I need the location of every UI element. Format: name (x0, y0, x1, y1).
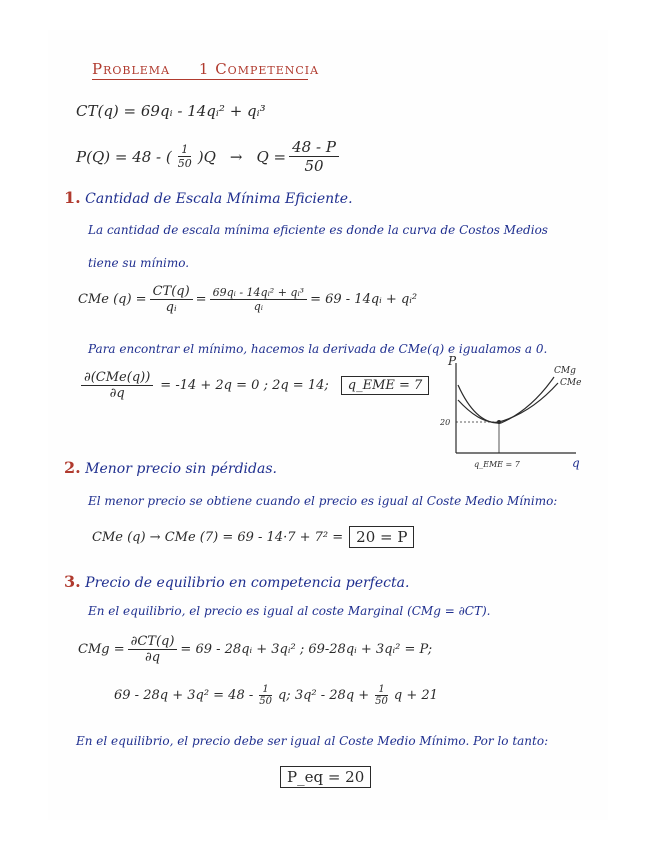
section-1-heading (64, 188, 353, 207)
x-tick-label: q_EME = 7 (474, 460, 520, 469)
demand-left: P(Q) = 48 - ( (76, 147, 172, 166)
q-axis-label: q (572, 456, 580, 470)
q-fraction (289, 138, 339, 175)
min-price-box: 20 = P (349, 526, 414, 548)
cme-label: CMe (560, 378, 582, 388)
eq2-num-1: 1 (259, 684, 271, 696)
deriv-den: ∂q (109, 386, 125, 401)
cme-left: CMe (q) = (78, 292, 147, 307)
cme-curve (458, 383, 558, 422)
cmg-fraction (128, 634, 178, 665)
cmg-label: CMg (554, 366, 576, 376)
section-1-number: 1. (64, 188, 81, 207)
cmg-num: ∂CT(q) (128, 634, 178, 650)
eq2-fraction-1 (256, 684, 275, 707)
section-1-text-3: Para encontrar el mínimo, hacemos la derivada de CMe(q) e igualamos a 0. (88, 342, 548, 356)
cme-f1-den: qᵢ (165, 300, 177, 315)
minimum-point (497, 420, 501, 424)
eq2-fraction-2 (372, 684, 391, 707)
section-2-equation (92, 526, 414, 548)
paper-sheet (48, 30, 608, 820)
title-number: 1 (198, 60, 210, 78)
cme-fraction-2 (210, 286, 308, 313)
demand-equation (76, 138, 342, 175)
equilibrium-price-box: P_eq = 20 (280, 766, 371, 788)
cme-equation (78, 284, 417, 315)
section-1-text-2: tiene su mínimo. (88, 256, 190, 270)
cost-equation: CT(q) = 69qᵢ - 14qᵢ² + qᵢ³ (76, 102, 266, 120)
section-3-heading (64, 572, 409, 591)
min-price-equation: CMe (q) → CMe (7) = 69 - 14·7 + 7² = (92, 529, 344, 545)
eq2-den-2: 50 (375, 696, 388, 707)
equilibrium-equation (114, 684, 438, 707)
cme-f2-num: 69qᵢ - 14qᵢ² + qᵢ³ (210, 286, 308, 300)
cmg-equation (78, 634, 432, 665)
section-3-title: Precio de equilibrio en competencia perfecta. (85, 575, 410, 591)
cme-fraction-1 (150, 284, 193, 315)
section-2-number: 2. (64, 458, 81, 477)
equilibrium-price (280, 768, 371, 786)
demand-right: )Q (197, 147, 216, 166)
section-3-number: 3. (64, 572, 81, 591)
section-2-heading (64, 458, 277, 477)
cmg-left: CMg = (78, 642, 125, 657)
deriv-rest: = -14 + 2q = 0 ; 2q = 14; (160, 378, 329, 393)
eq2-num-2: 1 (375, 684, 387, 696)
deriv-num: ∂(CMe(q)) (81, 370, 153, 386)
section-2-title: Menor precio sin pérdidas. (85, 461, 277, 477)
derivative-fraction (81, 370, 153, 401)
eq2-den-1: 50 (259, 696, 272, 707)
cme-f1-num: CT(q) (150, 284, 193, 300)
title-prefix: Problema (92, 60, 171, 78)
section-3-text-2: En el equilibrio, el precio debe ser igual al Coste Medio Mínimo. Por lo tanto: (76, 734, 549, 748)
page-title (92, 60, 319, 78)
section-1-title: Cantidad de Escala Mínima Eficiente. (85, 191, 353, 207)
arrow-icon: → (229, 147, 243, 166)
demand-frac-den: 50 (177, 157, 192, 170)
cmg-rest: = 69 - 28qᵢ + 3qᵢ² ; 69-28qᵢ + 3qᵢ² = P; (180, 642, 433, 657)
eq2-left: 69 - 28q + 3q² = 48 - (114, 688, 254, 703)
cme-f2-den: qᵢ (253, 300, 263, 313)
eq2-mid: q; 3q² - 28q + (277, 688, 370, 703)
title-underline (92, 79, 308, 80)
q-frac-den: 50 (304, 157, 324, 175)
cme-result: = 69 - 14qᵢ + qᵢ² (310, 292, 418, 307)
q-frac-num: 48 - P (289, 138, 339, 157)
section-1-text-1: La cantidad de escala mínima eficiente es donde la curva de Costos Medios (88, 223, 548, 237)
title-topic: Competencia (215, 60, 320, 78)
cme-equals: = (195, 292, 207, 307)
demand-frac-num: 1 (178, 143, 191, 157)
y-tick-label: 20 (440, 418, 451, 427)
derivative-equation (78, 370, 429, 401)
demand-fraction (175, 143, 195, 170)
cmg-den: ∂q (144, 650, 161, 665)
section-3-text-1: En el equilibrio, el precio es igual al coste Marginal (CMg = ∂CT). (88, 604, 491, 618)
p-axis-label: P (448, 355, 457, 368)
q-label: Q = (256, 147, 287, 166)
cost-curves-graph (436, 355, 586, 475)
qeme-result-box: q_EME = 7 (341, 376, 430, 395)
eq2-end: q + 21 (393, 688, 438, 703)
section-2-text-1: El menor precio se obtiene cuando el precio es igual al Coste Medio Mínimo: (88, 494, 558, 508)
